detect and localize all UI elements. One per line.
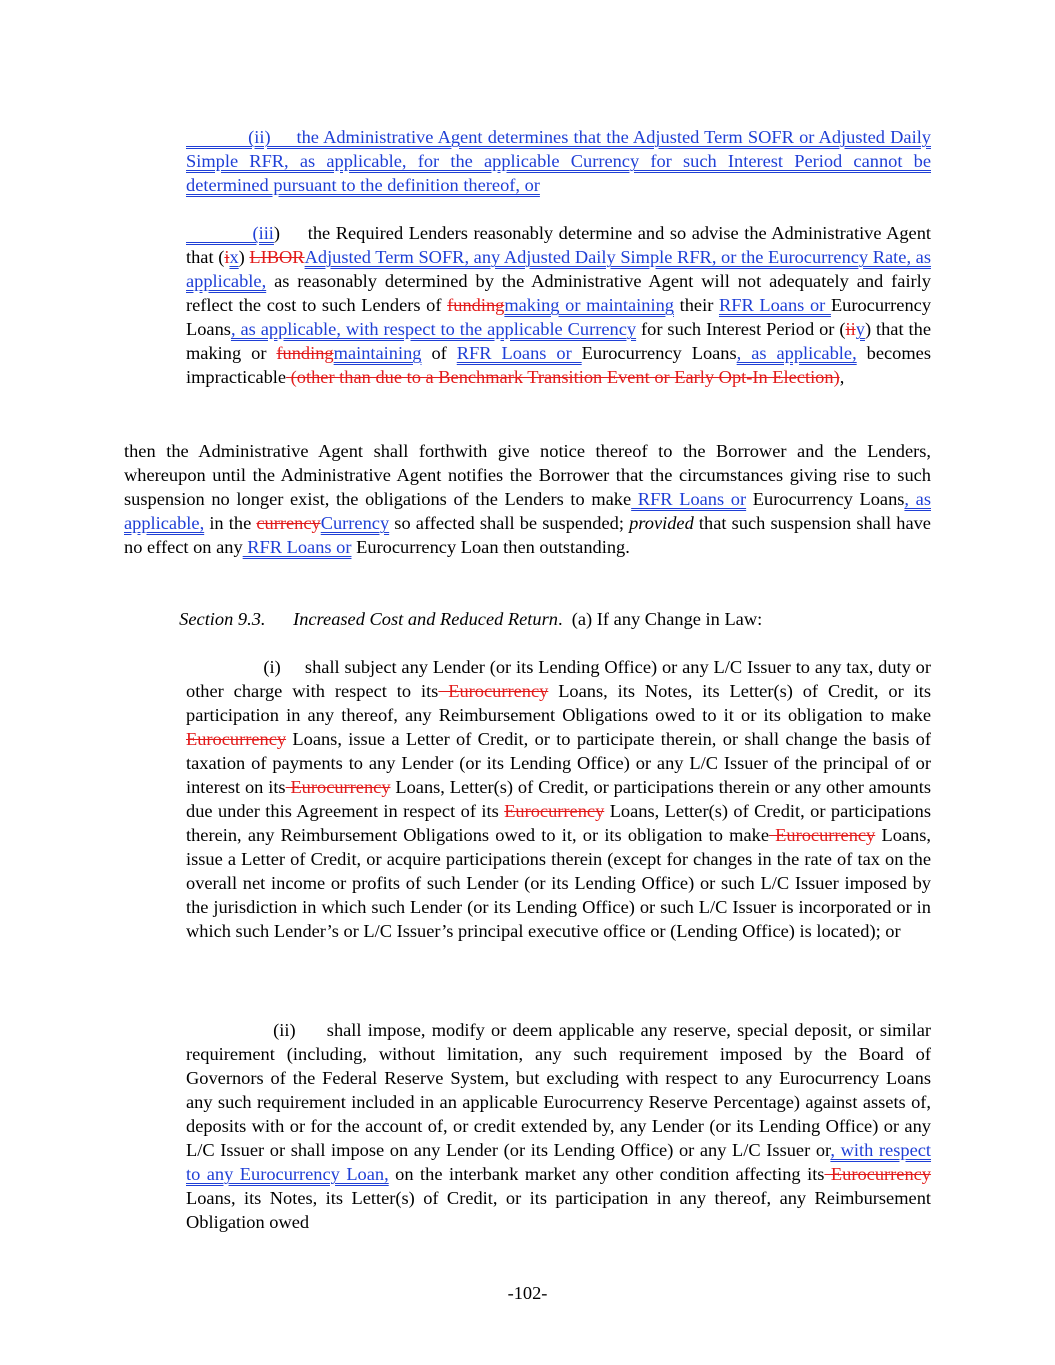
italic-text: provided (629, 513, 694, 533)
text-run: . (a) If any Change in Law: (557, 609, 763, 629)
text-run: ) the Required Lenders reasonably determine and so advise the Administrative Agent that ( (186, 223, 932, 267)
inserted-text: maintaining (333, 343, 422, 363)
text-run: Loans, issue a Letter of Credit, or to participate therein, or shall change the basis of taxation of payments to any Lender (or its Lending Office) or any L/C Issuer of the principal of or interest on its (186, 729, 931, 797)
inserted-text: RFR Loans or (631, 489, 747, 509)
text-run: becomes impracticable (186, 343, 931, 387)
text-run: (i) shall subject any Lender (or its Lending Office) or any L/C Issuer to any tax, duty or other charge with respect to its (186, 657, 931, 701)
deleted-text: Eurocurrency (285, 777, 391, 797)
inserted-text: x (229, 247, 239, 267)
deleted-text: Eurocurrency (504, 801, 605, 821)
text-run: Eurocurrency Loans (746, 489, 905, 509)
inserted-text: making or maintaining (504, 295, 674, 315)
inserted-text: , as applicable, (124, 489, 931, 533)
deleted-text: currency (256, 513, 321, 533)
italic-text: Section 9.3. Increased Cost and Reduced Return (179, 609, 558, 629)
text-run: of (421, 343, 457, 363)
clause-ii-inserted (186, 125, 931, 197)
page-number: -102- (507, 1283, 548, 1303)
text-run: Loans, Letter(s) of Credit, or participations therein or any other amounts due under this Agreement in respect of its (186, 777, 932, 821)
deleted-text: i (224, 247, 230, 267)
text-run: Loans, its Notes, its Letter(s) of Credit, or its participation in any thereof, any Reimbursement Obligation owed (186, 1188, 931, 1232)
inserted-text: RFR Loans or (456, 343, 582, 363)
text-run (124, 609, 179, 629)
inserted-text: y (855, 319, 865, 339)
clause-i (186, 655, 931, 943)
text-run: ) (238, 247, 250, 267)
inserted-text: , as applicable, with respect to the applicable Currency (230, 319, 637, 339)
inserted-text: Currency (320, 513, 390, 533)
text-run: Loans, Letter(s) of Credit, or participations therein, any Reimbursement Obligations owed to it, or its obligation to make (186, 801, 931, 845)
deleted-text: funding (276, 343, 334, 363)
text-run: Eurocurrency Loans (186, 295, 932, 339)
deleted-text: ii (845, 319, 856, 339)
text-run: their (673, 295, 719, 315)
text-run: Eurocurrency Loans (581, 343, 737, 363)
inserted-text: Adjusted Term SOFR, any Adjusted Daily Simple RFR, or the Eurocurrency Rate, as applicable, (186, 247, 931, 291)
deleted-text: (other than due to a Benchmark Transition Event or Early Opt-In Election) (286, 367, 840, 387)
deleted-text: Eurocurrency (768, 825, 876, 845)
text-run: in the (204, 513, 257, 533)
text-run: Eurocurrency Loan then outstanding. (351, 537, 630, 557)
text-run: that such suspension shall have no effect on any (124, 513, 931, 557)
suspension-paragraph (124, 439, 931, 559)
text-run: on the interbank market any other condition affecting its (388, 1164, 825, 1184)
text-run: so affected shall be suspended; (389, 513, 630, 533)
text-run: Loans, issue a Letter of Credit, or acquire participations therein (except for changes in the rate of tax on the overall net income or profits of such Lender (or its Lending Office) or such L/C Issuer imposed by the jurisdiction in which such Lender (or its Lending Office) or such L/C Issuer is incorporated or in which such Lender’s or L/C Issuer’s principal executive office or (Lending Office) is located); or (186, 825, 932, 941)
text-run: as reasonably determined by the Administrative Agent will not adequately and fairly reflect the cost to such Lenders of (186, 271, 931, 315)
deleted-text: Eurocurrency (824, 1164, 932, 1184)
inserted-text: , as applicable, (736, 343, 857, 363)
clause-iii (186, 221, 931, 389)
deleted-text: Eurocurrency (186, 729, 287, 749)
deleted-text: Eurocurrency (438, 681, 549, 701)
section-9-3-heading (124, 607, 931, 631)
inserted-text: RFR Loans or (242, 537, 352, 557)
text-run: (ii) shall impose, modify or deem applicable any reserve, special deposit, or similar requirement (including, without limitation, any such requirement imposed by the Board of Governors of the Federal Reserve System, but excluding with respect to any Eurocurrency Loans any such requirement included in an applicable Eurocurrency Reserve Percentage) against assets of, deposits with or for the account of, or credit extended by, any Lender (or its Lending Office) or any L/C Issuer or shall impose on any Lender (or its Lending Office) or any L/C Issuer or (186, 1020, 931, 1160)
clause-ii (186, 1018, 931, 1234)
deleted-text: funding (447, 295, 505, 315)
inserted-text: , with respect to any Eurocurrency Loan, (186, 1140, 932, 1184)
inserted-text: (iii (186, 223, 274, 243)
text-run: , (839, 367, 845, 387)
text-run: for such Interest Period or ( (636, 319, 846, 339)
inserted-text: (ii) the Administrative Agent determines that the Adjusted Term SOFR or Adjusted Daily Simple RFR, as applicable, for the applicable Currency for such Interest Period cannot be determined pursuant to the definition thereof, or (186, 127, 931, 195)
deleted-text: LIBOR (249, 247, 305, 267)
text-run: then the Administrative Agent shall forthwith give notice thereof to the Borrower and the Lenders, whereupon until the Administrative Agent notifies the Borrower that the circumstances giving rise to such suspension no longer exist, the obligations of the Lenders to make (124, 441, 931, 509)
text-run: ) that the making or (186, 319, 931, 363)
text-run: Loans, its Notes, its Letter(s) of Credit, or its participation in any thereof, any Reimbursement Obligations owed to it or its obligation to make (186, 681, 931, 725)
inserted-text: RFR Loans or (718, 295, 831, 315)
